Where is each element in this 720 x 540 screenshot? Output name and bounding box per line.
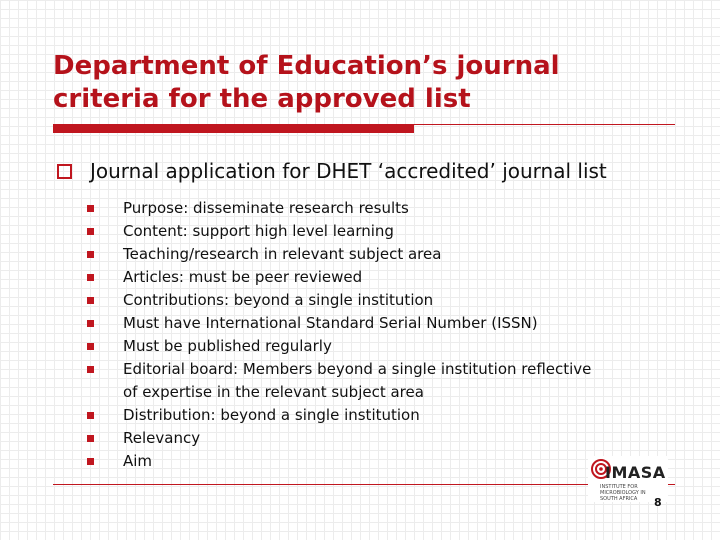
criteria-item (87, 335, 607, 358)
criteria-item (87, 266, 607, 289)
criteria-item-text: Purpose: disseminate research results (123, 199, 409, 217)
criteria-item-text: Contributions: beyond a single institution (123, 291, 434, 309)
square-bullet-icon (87, 297, 94, 304)
square-bullet-icon (87, 228, 94, 235)
criteria-item-text: Articles: must be peer reviewed (123, 268, 363, 286)
criteria-item (87, 243, 607, 266)
main-bullet-point (57, 158, 607, 184)
square-bullet-icon (87, 320, 94, 327)
criteria-item (87, 312, 607, 335)
criteria-item-text: Must have International Standard Serial Number (ISSN) (123, 314, 538, 332)
square-bullet-icon (87, 458, 94, 465)
square-bullet-icon (87, 274, 94, 281)
main-bullet-text: Journal application for DHET ‘accredited’ journal list (90, 159, 607, 183)
square-bullet-icon (87, 205, 94, 212)
square-bullet-icon (87, 366, 94, 373)
footer-divider (53, 484, 675, 485)
criteria-item (87, 289, 607, 312)
criteria-item (87, 404, 607, 427)
criteria-item-text: Aim (123, 452, 153, 470)
square-bullet-icon (87, 251, 94, 258)
logo-tagline: INSTITUTE FOR MICROBIOLOGY IN SOUTH AFRICA (600, 484, 646, 502)
logo-name: IMASA (605, 463, 666, 482)
criteria-item-text: Teaching/research in relevant subject area (123, 245, 442, 263)
criteria-list (87, 197, 607, 473)
criteria-item-text: Distribution: beyond a single institution (123, 406, 420, 424)
square-bullet-icon (87, 435, 94, 442)
square-bullet-icon (87, 343, 94, 350)
square-bullet-icon (87, 412, 94, 419)
title-accent-bar (53, 124, 414, 133)
criteria-item (87, 358, 607, 404)
criteria-item-text: Must be published regularly (123, 337, 332, 355)
criteria-item-text: Editorial board: Members beyond a single institution reflective of expertise in the relevant subject area (123, 360, 592, 401)
page-number: 8 (654, 496, 662, 509)
slide-title: Department of Education’s journal criteria for the approved list (53, 51, 560, 114)
criteria-item (87, 197, 607, 220)
criteria-item (87, 427, 607, 450)
criteria-item-text: Relevancy (123, 429, 201, 447)
hollow-square-bullet-icon (57, 164, 72, 179)
criteria-item-text: Content: support high level learning (123, 222, 394, 240)
criteria-item (87, 220, 607, 243)
criteria-item (87, 450, 607, 473)
